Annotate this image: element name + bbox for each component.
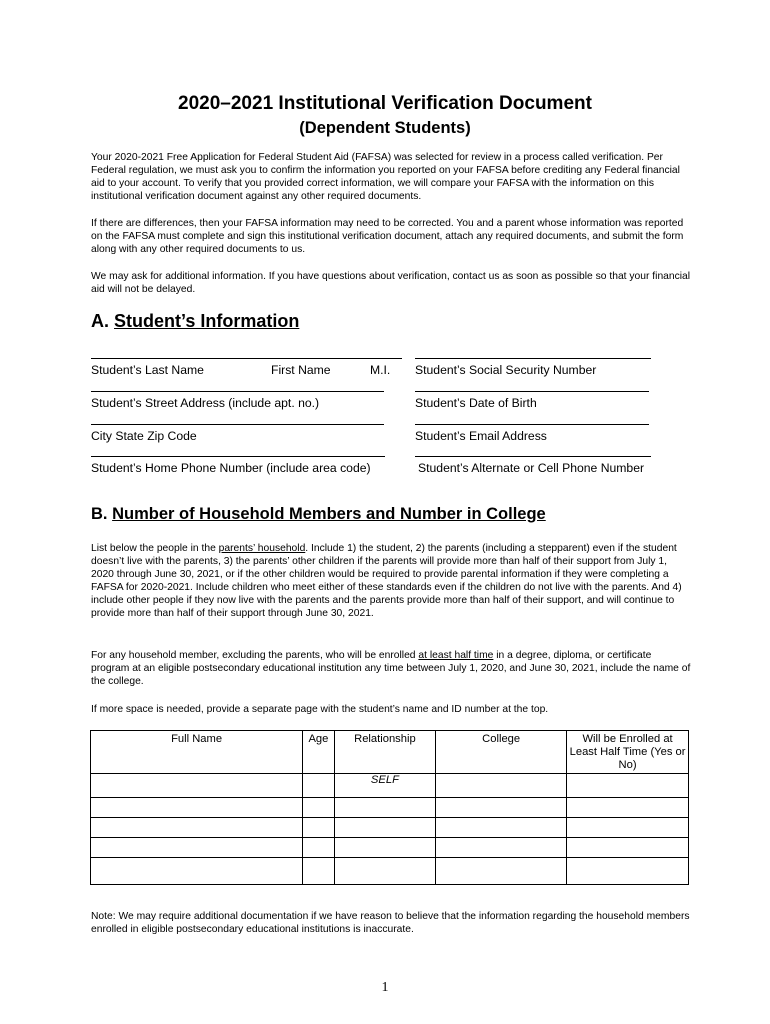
table-row <box>91 838 689 858</box>
age-cell[interactable] <box>303 798 334 818</box>
college-cell[interactable] <box>436 858 567 885</box>
page-number: 1 <box>381 980 389 995</box>
address-label: Student’s Street Address (include apt. no.) <box>91 396 320 410</box>
city-line[interactable] <box>91 424 384 425</box>
table-note: Note: We may require additional documentation if we have reason to believe that the information regarding the household members enrolled in eligible postsecondary educational institutions is inaccurate. <box>91 911 690 935</box>
age-cell[interactable] <box>303 774 334 798</box>
relationship-self-cell: SELF <box>334 774 436 798</box>
table-row <box>91 818 689 838</box>
dob-label: Student’s Date of Birth <box>415 396 537 410</box>
last-name-label: Student’s Last Name <box>91 363 204 377</box>
home-phone-label: Student’s Home Phone Number (include area code) <box>91 461 371 475</box>
name-cell[interactable] <box>91 838 303 858</box>
city-label: City State Zip Code <box>91 429 197 443</box>
document-title: 2020–2021 Institutional Verification Document <box>178 93 592 114</box>
last-name-line[interactable] <box>91 358 402 359</box>
email-line[interactable] <box>415 424 649 425</box>
half-time-underlined: at least half time <box>418 650 494 661</box>
col-college: College <box>436 731 567 774</box>
intro-paragraph-2: If there are differences, then your FAFSA information may need to be corrected. You and a parent whose information was reported on the FAFSA must complete and sign this institutional verification document, attach any required documents, and submit the form along with any other required documents to us. <box>91 218 684 255</box>
dob-line[interactable] <box>415 391 649 392</box>
age-cell[interactable] <box>303 838 334 858</box>
table-row <box>91 858 689 885</box>
section-b-p2-text-b: in a degree, diploma, or certificate program at an eligible postsecondary educational institution any time between July 1, 2020, and June 30, 2021, include the name of the college. <box>91 650 691 687</box>
email-label: Student’s Email Address <box>415 429 547 443</box>
household-table <box>90 730 689 885</box>
enrolled-cell[interactable] <box>567 774 689 798</box>
age-cell[interactable] <box>303 858 334 885</box>
col-relationship: Relationship <box>334 731 436 774</box>
name-cell[interactable] <box>91 774 303 798</box>
section-b-letter: B. <box>91 505 108 523</box>
section-b-p1-text-b: . Include 1) the student, 2) the parents (including a stepparent) even if the student doesn’t live with the parents, 3) the parents’ other children if the parents will provide more than half of their support from July 1, 2020 through June 30, 2021, or if the other children would be required to provide parental information if they were completing a FAFSA for 2020-2021. Include children who meet either of these standards even if the children do not live with the parents. And 4) include other people if they now live with the parents and the parents provide more than half of their support, and will continue to provide more than half of their support through June 30, 2021. <box>91 543 682 619</box>
table-row <box>91 774 689 798</box>
college-cell[interactable] <box>436 798 567 818</box>
college-cell[interactable] <box>436 818 567 838</box>
enrolled-cell[interactable] <box>567 818 689 838</box>
household-table-header <box>91 731 689 774</box>
intro-paragraph-3: We may ask for additional information. If you have questions about verification, contact us as soon as possible so that your financial aid will not be delayed. <box>91 271 691 295</box>
relationship-cell[interactable] <box>334 798 436 818</box>
table-row <box>91 798 689 818</box>
parents-household-underlined: parents’ household <box>218 543 306 554</box>
age-cell[interactable] <box>303 818 334 838</box>
section-a-letter: A. <box>91 311 109 331</box>
mi-label: M.I. <box>370 363 391 377</box>
alt-phone-label: Student’s Alternate or Cell Phone Number <box>418 461 645 475</box>
relationship-cell[interactable] <box>334 818 436 838</box>
enrolled-cell[interactable] <box>567 858 689 885</box>
name-cell[interactable] <box>91 798 303 818</box>
col-full-name: Full Name <box>91 731 303 774</box>
college-cell[interactable] <box>436 774 567 798</box>
home-phone-line[interactable] <box>91 456 385 457</box>
section-b-p2-text-a: For any household member, excluding the parents, who will be enrolled <box>91 650 419 661</box>
col-age: Age <box>303 731 334 774</box>
ssn-label: Student’s Social Security Number <box>415 363 597 377</box>
section-b-paragraph-3: If more space is needed, provide a separate page with the student’s name and ID number at the top. <box>91 704 549 715</box>
name-cell[interactable] <box>91 858 303 885</box>
alt-phone-line[interactable] <box>415 456 651 457</box>
section-b-p1-text-a: List below the people in the <box>91 543 219 554</box>
section-b-paragraph-2 <box>91 650 691 689</box>
relationship-cell[interactable] <box>334 838 436 858</box>
ssn-line[interactable] <box>415 358 651 359</box>
intro-paragraph-1: Your 2020-2021 Free Application for Federal Student Aid (FAFSA) was selected for review in a process called verification. Per Federal regulation, we must ask you to confirm the information you reported on your FAFSA before crediting any Federal financial aid to your account. To verify that you provided correct information, we will compare your FAFSA with the information on this institutional verification document against any other required documents. <box>91 152 680 202</box>
section-a-title: Student’s Information <box>114 311 300 331</box>
section-b-heading <box>91 505 546 524</box>
address-line[interactable] <box>91 391 384 392</box>
enrolled-cell[interactable] <box>567 798 689 818</box>
section-a-heading <box>91 311 299 332</box>
name-cell[interactable] <box>91 818 303 838</box>
section-b-title: Number of Household Members and Number in College <box>112 505 546 523</box>
relationship-cell[interactable] <box>334 858 436 885</box>
college-cell[interactable] <box>436 838 567 858</box>
enrolled-cell[interactable] <box>567 838 689 858</box>
first-name-label: First Name <box>271 363 331 377</box>
document-subtitle: (Dependent Students) <box>299 119 471 137</box>
section-b-paragraph-1 <box>91 543 691 620</box>
col-enrolled: Will be Enrolled at Least Half Time (Yes or No) <box>567 731 689 774</box>
